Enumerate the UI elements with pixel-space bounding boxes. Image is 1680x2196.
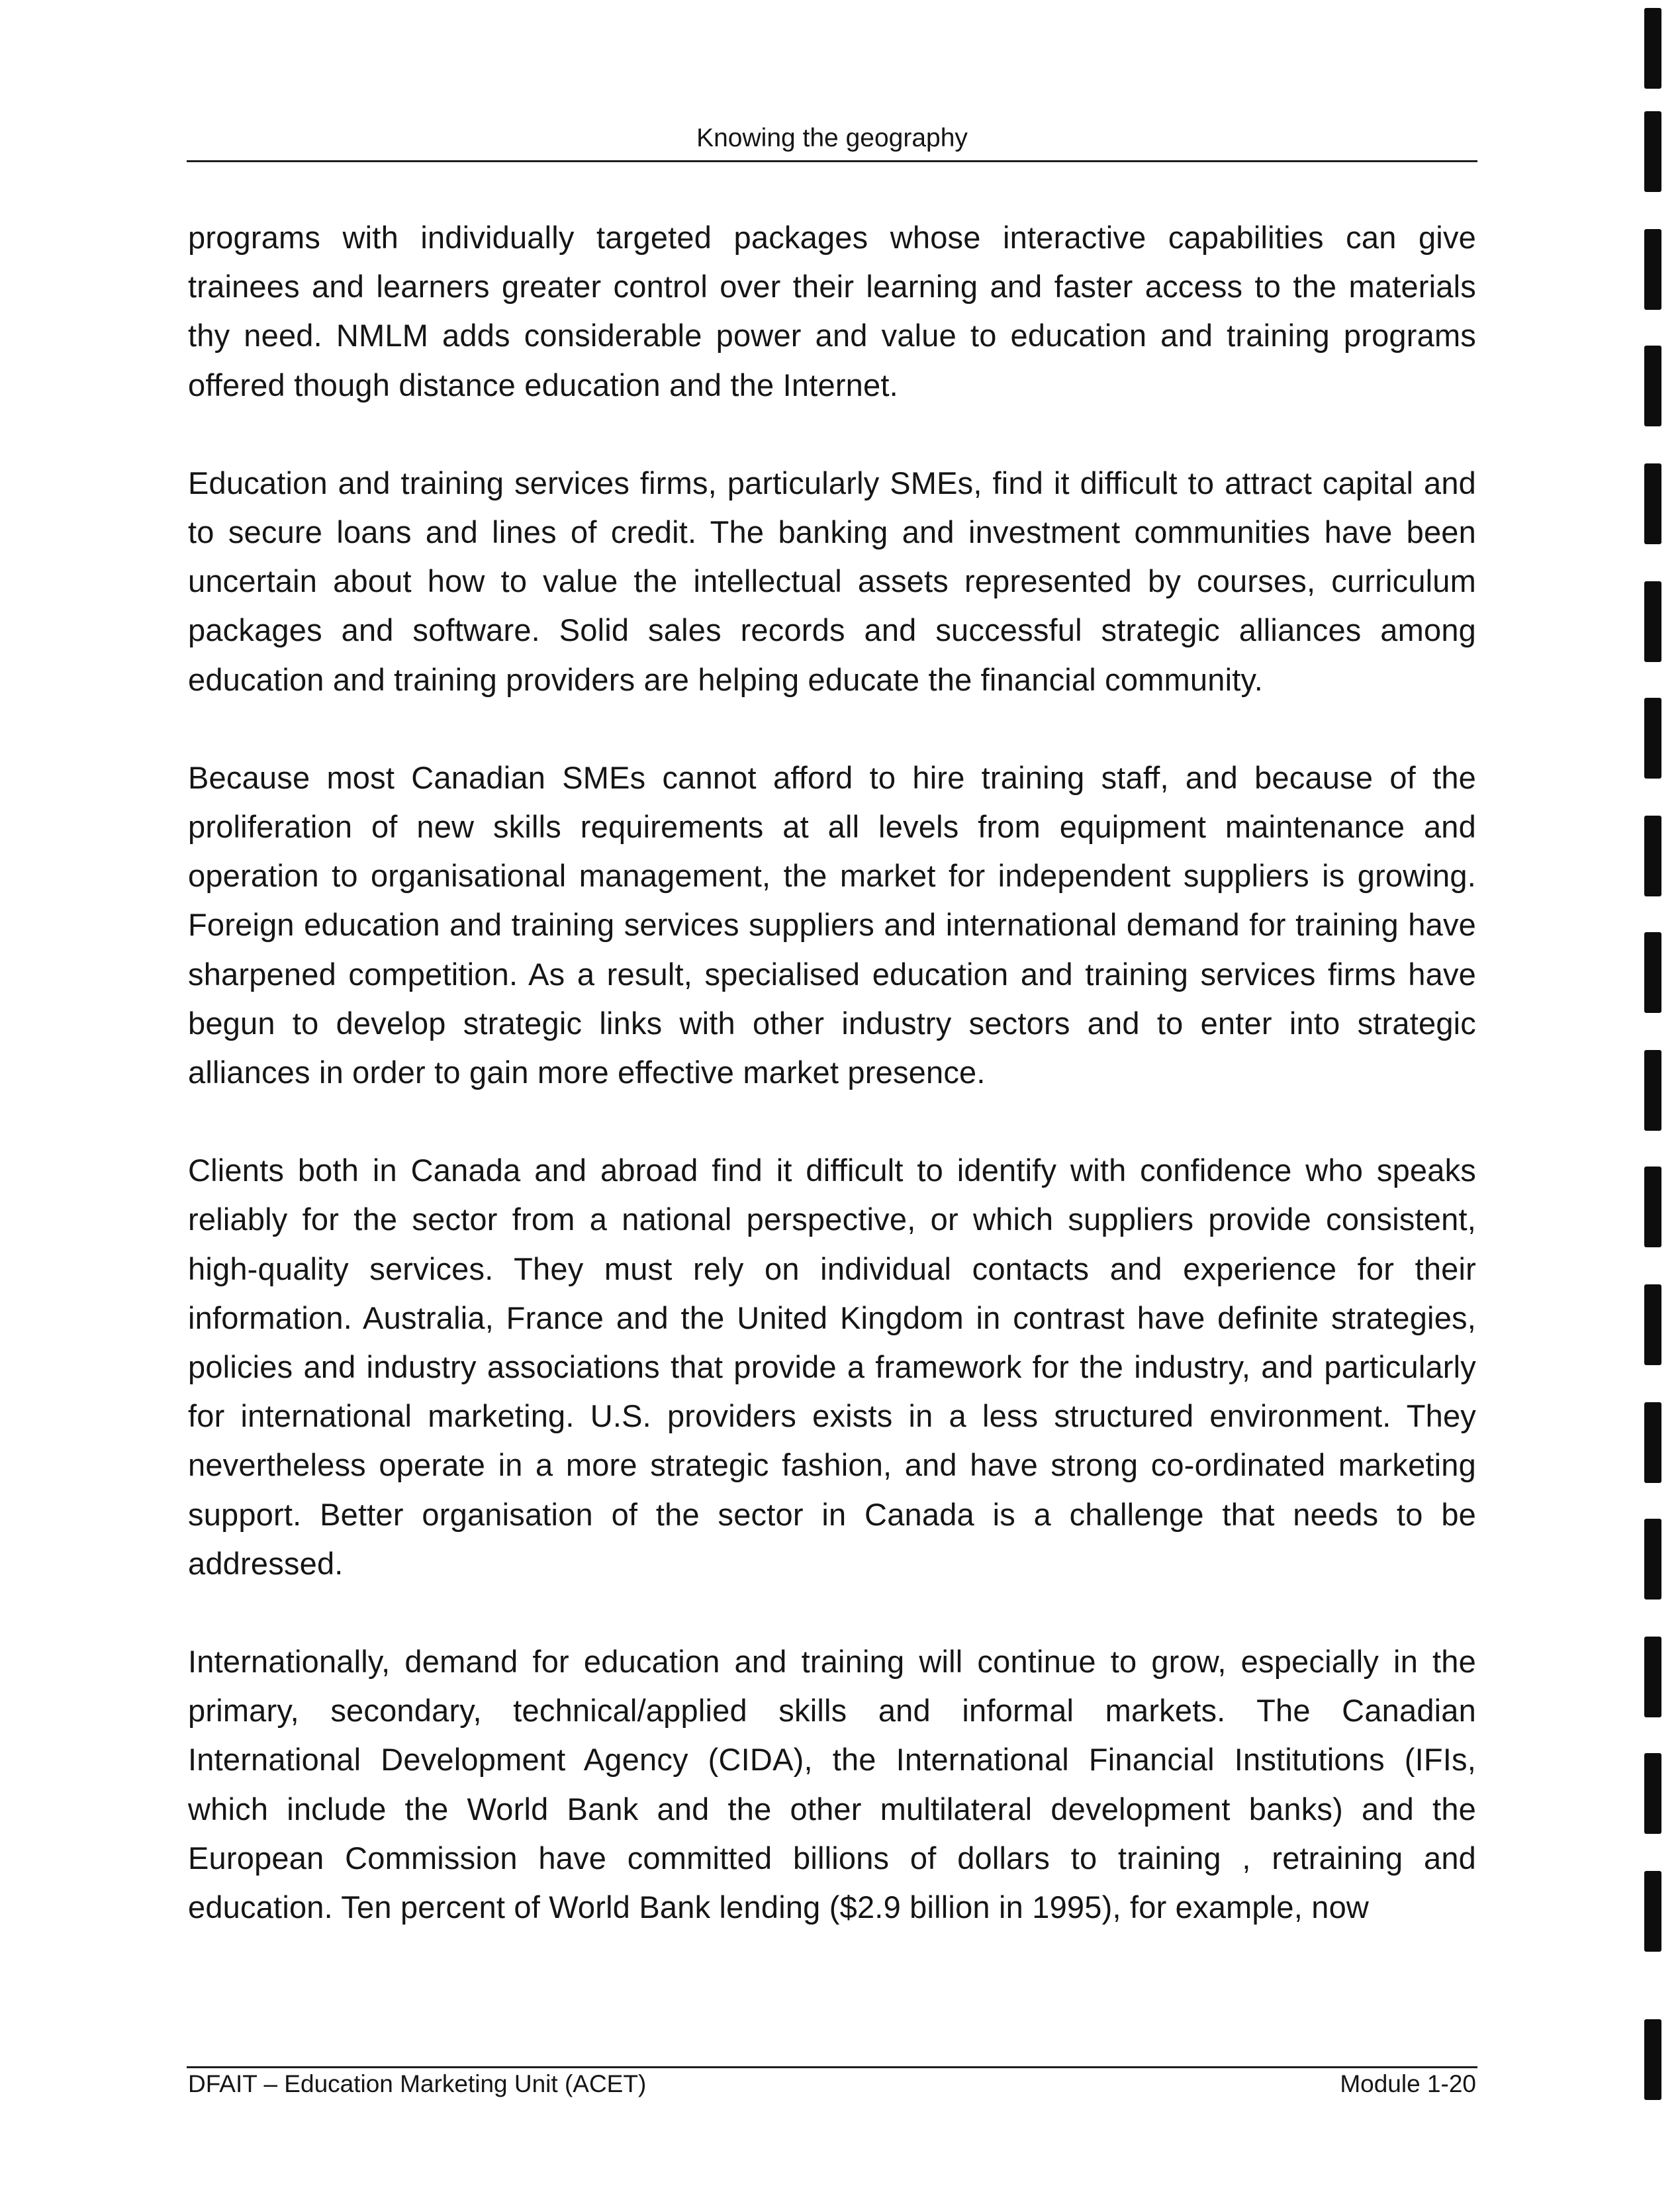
paragraph-3: Because most Canadian SMEs cannot afford to hire training staff, and because of the proliferation of new skills requirements at all levels from equipment maintenance and operation to organisational management, the market for independent suppliers is growing. Foreign education and training services suppliers and international demand for training have sharpened competition. As a result, specialised education and training services firms have begun to develop strategic links with other industry sectors and to enter into strategic alliances in order to gain more effective market presence. — [188, 759, 1476, 1090]
binding-holes — [1644, 0, 1664, 2196]
paragraph-1: programs with individually targeted packages whose interactive capabilities can give trainees and learners greater control over their learning and faster access to the materials thy need. NMLM adds considerable power and value to education and training programs offered though distance education and the Internet. — [188, 220, 1476, 403]
binding-hole — [1644, 581, 1661, 662]
running-header-title: Knowing the geography — [696, 124, 968, 152]
binding-hole — [1644, 1519, 1661, 1599]
body-text — [188, 213, 1476, 1932]
paragraph-5: Internationally, demand for education and training will continue to grow, especially in the primary, secondary, technical/applied skills and informal markets. The Canadian International Development Agency (CIDA), the International Financial Institutions (IFIs, which include the World Bank and the other multilateral development banks) and the European Commission have committed billions of dollars to training , retraining and education. Ten percent of World Bank lending ($2.9 billion in 1995), for example, now — [188, 1644, 1476, 1925]
binding-hole — [1644, 1753, 1661, 1834]
binding-hole — [1644, 229, 1661, 310]
footer-source: DFAIT – Education Marketing Unit (ACET) — [188, 2070, 647, 2097]
binding-hole — [1644, 1167, 1661, 1247]
binding-hole — [1644, 111, 1661, 192]
binding-hole — [1644, 932, 1661, 1013]
binding-hole — [1644, 1050, 1661, 1131]
binding-hole — [1644, 8, 1661, 89]
binding-hole — [1644, 1402, 1661, 1483]
page-number: Module 1-20 — [1340, 2070, 1476, 2097]
binding-hole — [1644, 1284, 1661, 1365]
binding-hole — [1644, 2019, 1661, 2100]
paragraph-4: Clients both in Canada and abroad find it difficult to identify with confidence who speaks reliably for the sector from a national perspective, or which suppliers provide consistent, high-quality services. They must rely on individual contacts and experience for their information. Australia, France and the United Kingdom in contrast have definite strategies, policies and industry associations that provide a framework for the industry, and particularly for international marketing. U.S. providers exists in a less structured environment. They nevertheless operate in a more strategic fashion, and have strong co-ordinated marketing support. Better organisation of the sector in Canada is a challenge that needs to be addressed. — [188, 1153, 1476, 1581]
binding-hole — [1644, 463, 1661, 544]
paragraph-2: Education and training services firms, particularly SMEs, find it difficult to attract capital and to secure loans and lines of credit. The banking and investment communities have been uncertain about how to value the intellectual assets represented by courses, curriculum packages and software. Solid sales records and successful strategic alliances among education and training providers are helping educate the financial community. — [188, 465, 1476, 697]
footer-rule — [187, 2066, 1477, 2068]
binding-hole — [1644, 346, 1661, 426]
binding-hole — [1644, 1637, 1661, 1717]
binding-hole — [1644, 1871, 1661, 1952]
header-rule — [187, 160, 1477, 162]
binding-hole — [1644, 816, 1661, 896]
binding-hole — [1644, 698, 1661, 779]
